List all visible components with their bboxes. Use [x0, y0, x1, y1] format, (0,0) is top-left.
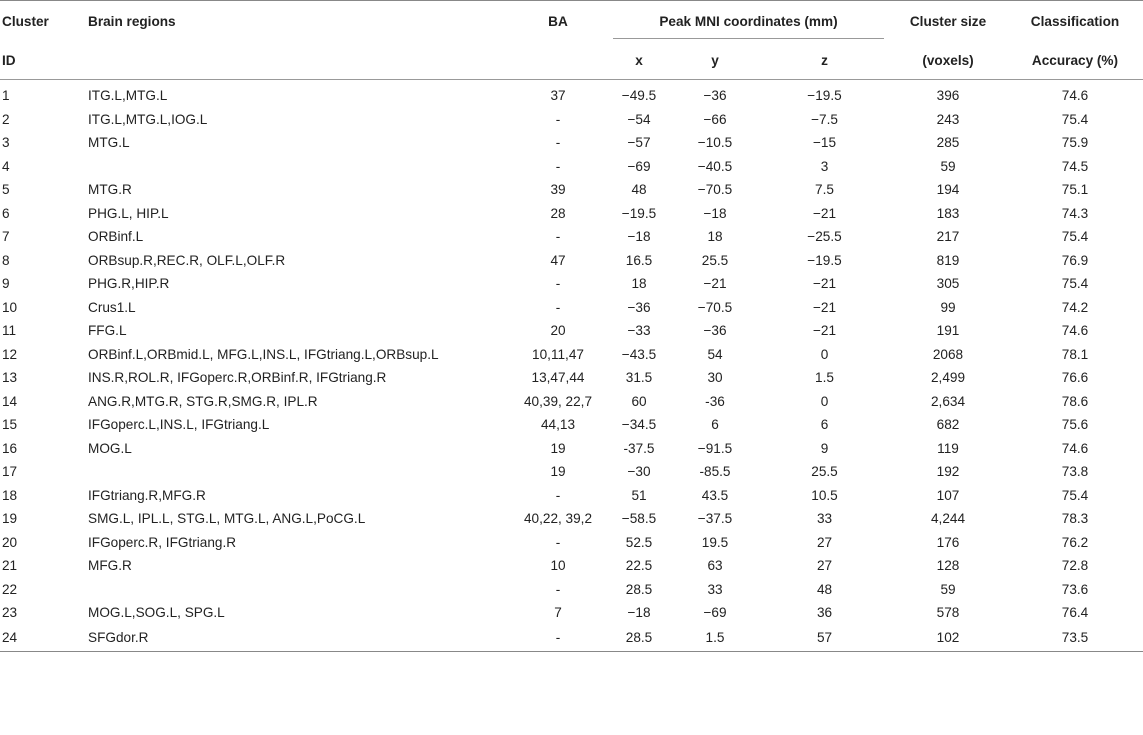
- cell-cluster-size: 819: [936, 252, 960, 268]
- cell-y: −18: [703, 205, 727, 221]
- cell-ba: -: [508, 625, 608, 652]
- cell-cluster-id: 2: [2, 111, 10, 127]
- cell-y: 6: [711, 417, 719, 433]
- cell-brain-regions: IFGoperc.R, IFGtriang.R: [88, 534, 237, 550]
- cell-cluster-size: 305: [936, 276, 960, 292]
- table-row: [0, 554, 1143, 578]
- table-row: [0, 296, 1143, 320]
- table-row: [0, 319, 1143, 343]
- cell-y: −70.5: [697, 182, 733, 198]
- cell-cluster-size: 59: [940, 581, 956, 597]
- cell-accuracy: 74.3: [1061, 205, 1089, 221]
- cell-cluster-size: 243: [936, 111, 960, 127]
- cell-ba: 10,11,47: [532, 346, 584, 362]
- cell-cluster-id: 3: [2, 135, 10, 151]
- cell-cluster-id: 22: [2, 581, 18, 597]
- cell-y: 19.5: [701, 534, 729, 550]
- cell-brain-regions: INS.R,ROL.R, IFGoperc.R,ORBinf.R, IFGtriang.R: [88, 370, 387, 386]
- cell-y: 18: [707, 229, 723, 245]
- cell-y: -36: [705, 393, 725, 409]
- cell-z: 3: [820, 158, 829, 174]
- table-row: [0, 80, 1143, 108]
- table-row: [0, 601, 1143, 625]
- cell-cluster-id: 21: [2, 558, 18, 574]
- cell-y: −91.5: [697, 440, 733, 456]
- cell-cluster-id: 10: [2, 299, 18, 315]
- cell-brain-regions: MTG.L: [88, 135, 130, 151]
- header-y: y: [670, 41, 760, 80]
- cell-accuracy: 74.6: [1061, 88, 1089, 104]
- cell-accuracy: 76.9: [1061, 252, 1089, 268]
- header-cluster-size-line1: Cluster size: [909, 13, 987, 29]
- cell-z: 25.5: [811, 464, 838, 480]
- cell-cluster-size: 4,244: [930, 511, 966, 527]
- table-row: [0, 460, 1143, 484]
- cell-ba: -: [555, 276, 561, 292]
- table-row: [0, 131, 1143, 155]
- header-cluster-size-line2: (voxels): [889, 41, 1007, 80]
- cell-brain-regions: ORBinf.L: [88, 229, 144, 245]
- cell-y: −37.5: [697, 511, 733, 527]
- cell-x: 28.5: [625, 581, 653, 597]
- cell-accuracy: 76.4: [1061, 605, 1089, 621]
- cell-accuracy: 72.8: [1061, 558, 1089, 574]
- cell-y: 25.5: [701, 252, 729, 268]
- cell-brain-regions: IFGtriang.R,MFG.R: [88, 487, 206, 503]
- table-body: [0, 80, 1143, 652]
- cell-cluster-id: 7: [2, 229, 10, 245]
- cell-x: −30: [627, 464, 651, 480]
- cell-cluster-size: 285: [936, 135, 960, 151]
- cell-z: 57: [760, 625, 889, 652]
- cell-cluster-id: 23: [2, 605, 18, 621]
- cell-y: −40.5: [697, 158, 733, 174]
- cell-ba: -: [555, 229, 561, 245]
- table-row: [0, 413, 1143, 437]
- table-row: [0, 202, 1143, 226]
- cell-z: 1.5: [815, 370, 834, 386]
- cell-y: 33: [707, 581, 723, 597]
- cell-accuracy: 78.3: [1061, 511, 1089, 527]
- cell-ba: 40,22, 39,2: [523, 511, 593, 527]
- cell-ba: 40,39, 22,7: [523, 393, 593, 409]
- cell-cluster-id: 17: [2, 464, 18, 480]
- table-row: [0, 272, 1143, 296]
- cell-accuracy: 73.5: [1007, 625, 1143, 652]
- cell-x: 48: [631, 182, 647, 198]
- table-row: [0, 225, 1143, 249]
- cell-cluster-size: 59: [940, 158, 956, 174]
- cell-brain-regions: MFG.R: [88, 558, 132, 574]
- cell-brain-regions: [86, 460, 508, 484]
- cell-z: −15: [812, 135, 837, 151]
- cell-x: 28.5: [608, 625, 670, 652]
- cell-brain-regions: IFGoperc.L,INS.L, IFGtriang.L: [88, 417, 270, 433]
- cell-accuracy: 74.2: [1061, 299, 1089, 315]
- cell-z: −7.5: [811, 111, 838, 127]
- cell-z: −25.5: [807, 229, 842, 245]
- cell-cluster-id: 16: [2, 440, 18, 456]
- cell-cluster-id: 18: [2, 487, 18, 503]
- cell-x: −54: [627, 111, 651, 127]
- cell-cluster-id: 8: [2, 252, 10, 268]
- cell-ba: -: [555, 534, 561, 550]
- header-accuracy-line1: Classification: [1030, 13, 1120, 29]
- cell-y: −10.5: [697, 135, 733, 151]
- cell-x: −43.5: [621, 346, 657, 362]
- cell-accuracy: 75.4: [1061, 487, 1089, 503]
- cell-z: 27: [816, 558, 833, 574]
- header-cluster-id-line2: ID: [0, 41, 86, 80]
- cell-brain-regions: PHG.R,HIP.R: [88, 276, 170, 292]
- table-row: [0, 578, 1143, 602]
- cell-ba: 10: [550, 558, 566, 574]
- cell-cluster-id: 4: [2, 158, 10, 174]
- cell-accuracy: 73.6: [1061, 581, 1089, 597]
- cell-x: −69: [627, 158, 651, 174]
- cell-cluster-size: 396: [936, 88, 960, 104]
- cell-ba: -: [555, 135, 561, 151]
- table-row: [0, 437, 1143, 461]
- cell-x: −36: [627, 299, 651, 315]
- cell-x: 31.5: [625, 370, 653, 386]
- cell-ba: 44,13: [540, 417, 576, 433]
- cell-z: 0: [820, 346, 829, 362]
- header-brain-regions: Brain regions: [88, 13, 176, 29]
- cell-y: −66: [703, 111, 727, 127]
- cell-x: −49.5: [621, 88, 657, 104]
- table-row: [0, 531, 1143, 555]
- cell-cluster-size: 682: [936, 417, 960, 433]
- cell-cluster-size: 176: [936, 534, 960, 550]
- cell-accuracy: 74.6: [1061, 440, 1089, 456]
- cell-x: 60: [631, 393, 647, 409]
- header-empty: [86, 41, 508, 80]
- cell-cluster-id: 24: [0, 625, 86, 652]
- cell-accuracy: 75.6: [1061, 417, 1089, 433]
- header-x: x: [608, 41, 670, 80]
- cell-accuracy: 78.1: [1061, 346, 1089, 362]
- cell-ba: 13,47,44: [531, 370, 585, 386]
- cell-cluster-id: 19: [2, 511, 18, 527]
- cell-cluster-size: 99: [940, 299, 956, 315]
- cell-x: −19.5: [621, 205, 657, 221]
- table-row: [0, 249, 1143, 273]
- cell-brain-regions: SMG.L, IPL.L, STG.L, MTG.L, ANG.L,PoCG.L: [88, 511, 366, 527]
- cell-z: 36: [816, 605, 833, 621]
- cell-cluster-size: 2068: [932, 346, 964, 362]
- cell-x: 22.5: [625, 558, 653, 574]
- cell-y: 63: [707, 558, 723, 574]
- cell-z: 0: [820, 393, 829, 409]
- cell-y: 30: [707, 370, 723, 386]
- cell-brain-regions: ITG.L,MTG.L,IOG.L: [88, 111, 208, 127]
- cell-z: −21: [812, 205, 837, 221]
- cell-ba: 19: [550, 440, 566, 456]
- cell-ba: 7: [554, 605, 562, 621]
- cell-cluster-id: 11: [2, 323, 17, 339]
- cell-brain-regions: ORBinf.L,ORBmid.L, MFG.L,INS.L, IFGtriang.L,ORBsup.L: [88, 346, 439, 362]
- cell-ba: 19: [550, 464, 566, 480]
- cell-brain-regions: ANG.R,MTG.R, STG.R,SMG.R, IPL.R: [88, 393, 318, 409]
- table-row: [0, 507, 1143, 531]
- cell-x: −33: [627, 323, 651, 339]
- cell-x: −18: [627, 605, 651, 621]
- table-row: [0, 366, 1143, 390]
- cell-brain-regions: MTG.R: [88, 182, 132, 198]
- header-peak-mni: [608, 1, 889, 41]
- cell-z: −21: [812, 323, 837, 339]
- cell-accuracy: 74.6: [1061, 323, 1089, 339]
- cell-cluster-size: 194: [936, 182, 960, 198]
- cell-y: −36: [703, 323, 727, 339]
- cell-cluster-size: 191: [936, 323, 960, 339]
- cell-y: −21: [703, 276, 727, 292]
- cell-x: -37.5: [623, 440, 655, 456]
- table-row: [0, 155, 1143, 179]
- table-header: [0, 1, 1143, 80]
- cell-ba: -: [555, 581, 561, 597]
- cell-x: −34.5: [621, 417, 657, 433]
- header-ba: BA: [548, 13, 568, 29]
- cell-cluster-size: 102: [889, 625, 1007, 652]
- cell-ba: -: [555, 158, 561, 174]
- cell-x: 51: [631, 487, 647, 503]
- cell-accuracy: 75.4: [1061, 111, 1089, 127]
- cell-x: −57: [627, 135, 651, 151]
- cell-y: 54: [707, 346, 723, 362]
- cell-z: −21: [812, 299, 837, 315]
- table-row: [0, 390, 1143, 414]
- cell-brain-regions: SFGdor.R: [86, 625, 508, 652]
- header-cluster-id-line1: Cluster: [2, 13, 49, 29]
- cell-cluster-id: 9: [2, 276, 10, 292]
- cell-z: 48: [816, 581, 833, 597]
- cell-accuracy: 78.6: [1061, 393, 1089, 409]
- cell-z: −21: [812, 276, 837, 292]
- cell-brain-regions: MOG.L: [88, 440, 132, 456]
- cell-cluster-size: 183: [936, 205, 960, 221]
- cell-cluster-id: 13: [2, 370, 18, 386]
- cell-brain-regions: FFG.L: [88, 323, 127, 339]
- cell-accuracy: 76.6: [1061, 370, 1089, 386]
- table-row: [0, 178, 1143, 202]
- cell-cluster-size: 217: [936, 229, 960, 245]
- cell-x: −58.5: [621, 511, 657, 527]
- cell-accuracy: 75.4: [1061, 229, 1089, 245]
- cell-y: 1.5: [670, 625, 760, 652]
- header-z: z: [760, 41, 889, 80]
- cell-cluster-id: 6: [2, 205, 10, 221]
- cell-cluster-size: 192: [936, 464, 960, 480]
- cell-cluster-size: 2,499: [930, 370, 966, 386]
- table-row: [0, 108, 1143, 132]
- cell-z: 27: [816, 534, 833, 550]
- cell-accuracy: 75.4: [1061, 276, 1089, 292]
- cell-brain-regions: MOG.L,SOG.L, SPG.L: [88, 605, 225, 621]
- cell-cluster-id: 20: [2, 534, 18, 550]
- cell-accuracy: 75.9: [1061, 135, 1089, 151]
- cell-ba: -: [555, 111, 561, 127]
- cell-cluster-id: 14: [2, 393, 18, 409]
- cell-accuracy: 73.8: [1061, 464, 1089, 480]
- cell-z: −19.5: [807, 88, 842, 104]
- cell-ba: -: [555, 487, 561, 503]
- header-peak-rule: [613, 38, 884, 39]
- cell-z: −19.5: [807, 252, 842, 268]
- cell-cluster-size: 578: [936, 605, 960, 621]
- cell-x: 16.5: [625, 252, 653, 268]
- cell-z: 6: [820, 417, 829, 433]
- cell-brain-regions: ITG.L,MTG.L: [88, 88, 168, 104]
- cell-cluster-size: 107: [936, 487, 960, 503]
- header-peak-mni-label: Peak MNI coordinates (mm): [659, 13, 838, 29]
- cell-y: −70.5: [697, 299, 733, 315]
- cell-y: −69: [703, 605, 727, 621]
- cell-z: 10.5: [811, 487, 838, 503]
- cell-cluster-id: 15: [2, 417, 18, 433]
- cell-accuracy: 76.2: [1061, 534, 1089, 550]
- cell-y: −36: [703, 88, 727, 104]
- cell-ba: 39: [550, 182, 566, 198]
- cell-cluster-size: 128: [936, 558, 960, 574]
- cell-x: 52.5: [625, 534, 653, 550]
- cell-brain-regions: PHG.L, HIP.L: [88, 205, 169, 221]
- cell-ba: 37: [550, 88, 566, 104]
- header-empty: [508, 41, 608, 80]
- cell-x: −18: [627, 229, 651, 245]
- cell-brain-regions: Crus1.L: [88, 299, 136, 315]
- cell-ba: 20: [550, 323, 566, 339]
- table-row: [0, 343, 1143, 367]
- cell-z: 7.5: [815, 182, 834, 198]
- cell-accuracy: 74.5: [1061, 158, 1089, 174]
- cell-z: 9: [820, 440, 829, 456]
- cell-cluster-size: 119: [937, 440, 959, 456]
- cell-cluster-id: 5: [2, 182, 10, 198]
- cell-cluster-id: 12: [2, 346, 18, 362]
- cell-y: 43.5: [701, 487, 729, 503]
- cell-brain-regions: [86, 155, 508, 179]
- header-accuracy-line2: Accuracy (%): [1007, 41, 1143, 80]
- cell-ba: 47: [550, 252, 566, 268]
- cell-brain-regions: ORBsup.R,REC.R, OLF.L,OLF.R: [88, 252, 286, 268]
- cell-accuracy: 75.1: [1061, 182, 1089, 198]
- cell-cluster-size: 2,634: [930, 393, 966, 409]
- cell-x: 18: [631, 276, 647, 292]
- table-row: [0, 484, 1143, 508]
- cell-ba: 28: [550, 205, 566, 221]
- cell-y: -85.5: [699, 464, 731, 480]
- cell-ba: -: [555, 299, 561, 315]
- table-row: [0, 625, 1143, 652]
- cell-brain-regions: [86, 578, 508, 602]
- cell-cluster-id: 1: [2, 88, 10, 104]
- cell-z: 33: [816, 511, 833, 527]
